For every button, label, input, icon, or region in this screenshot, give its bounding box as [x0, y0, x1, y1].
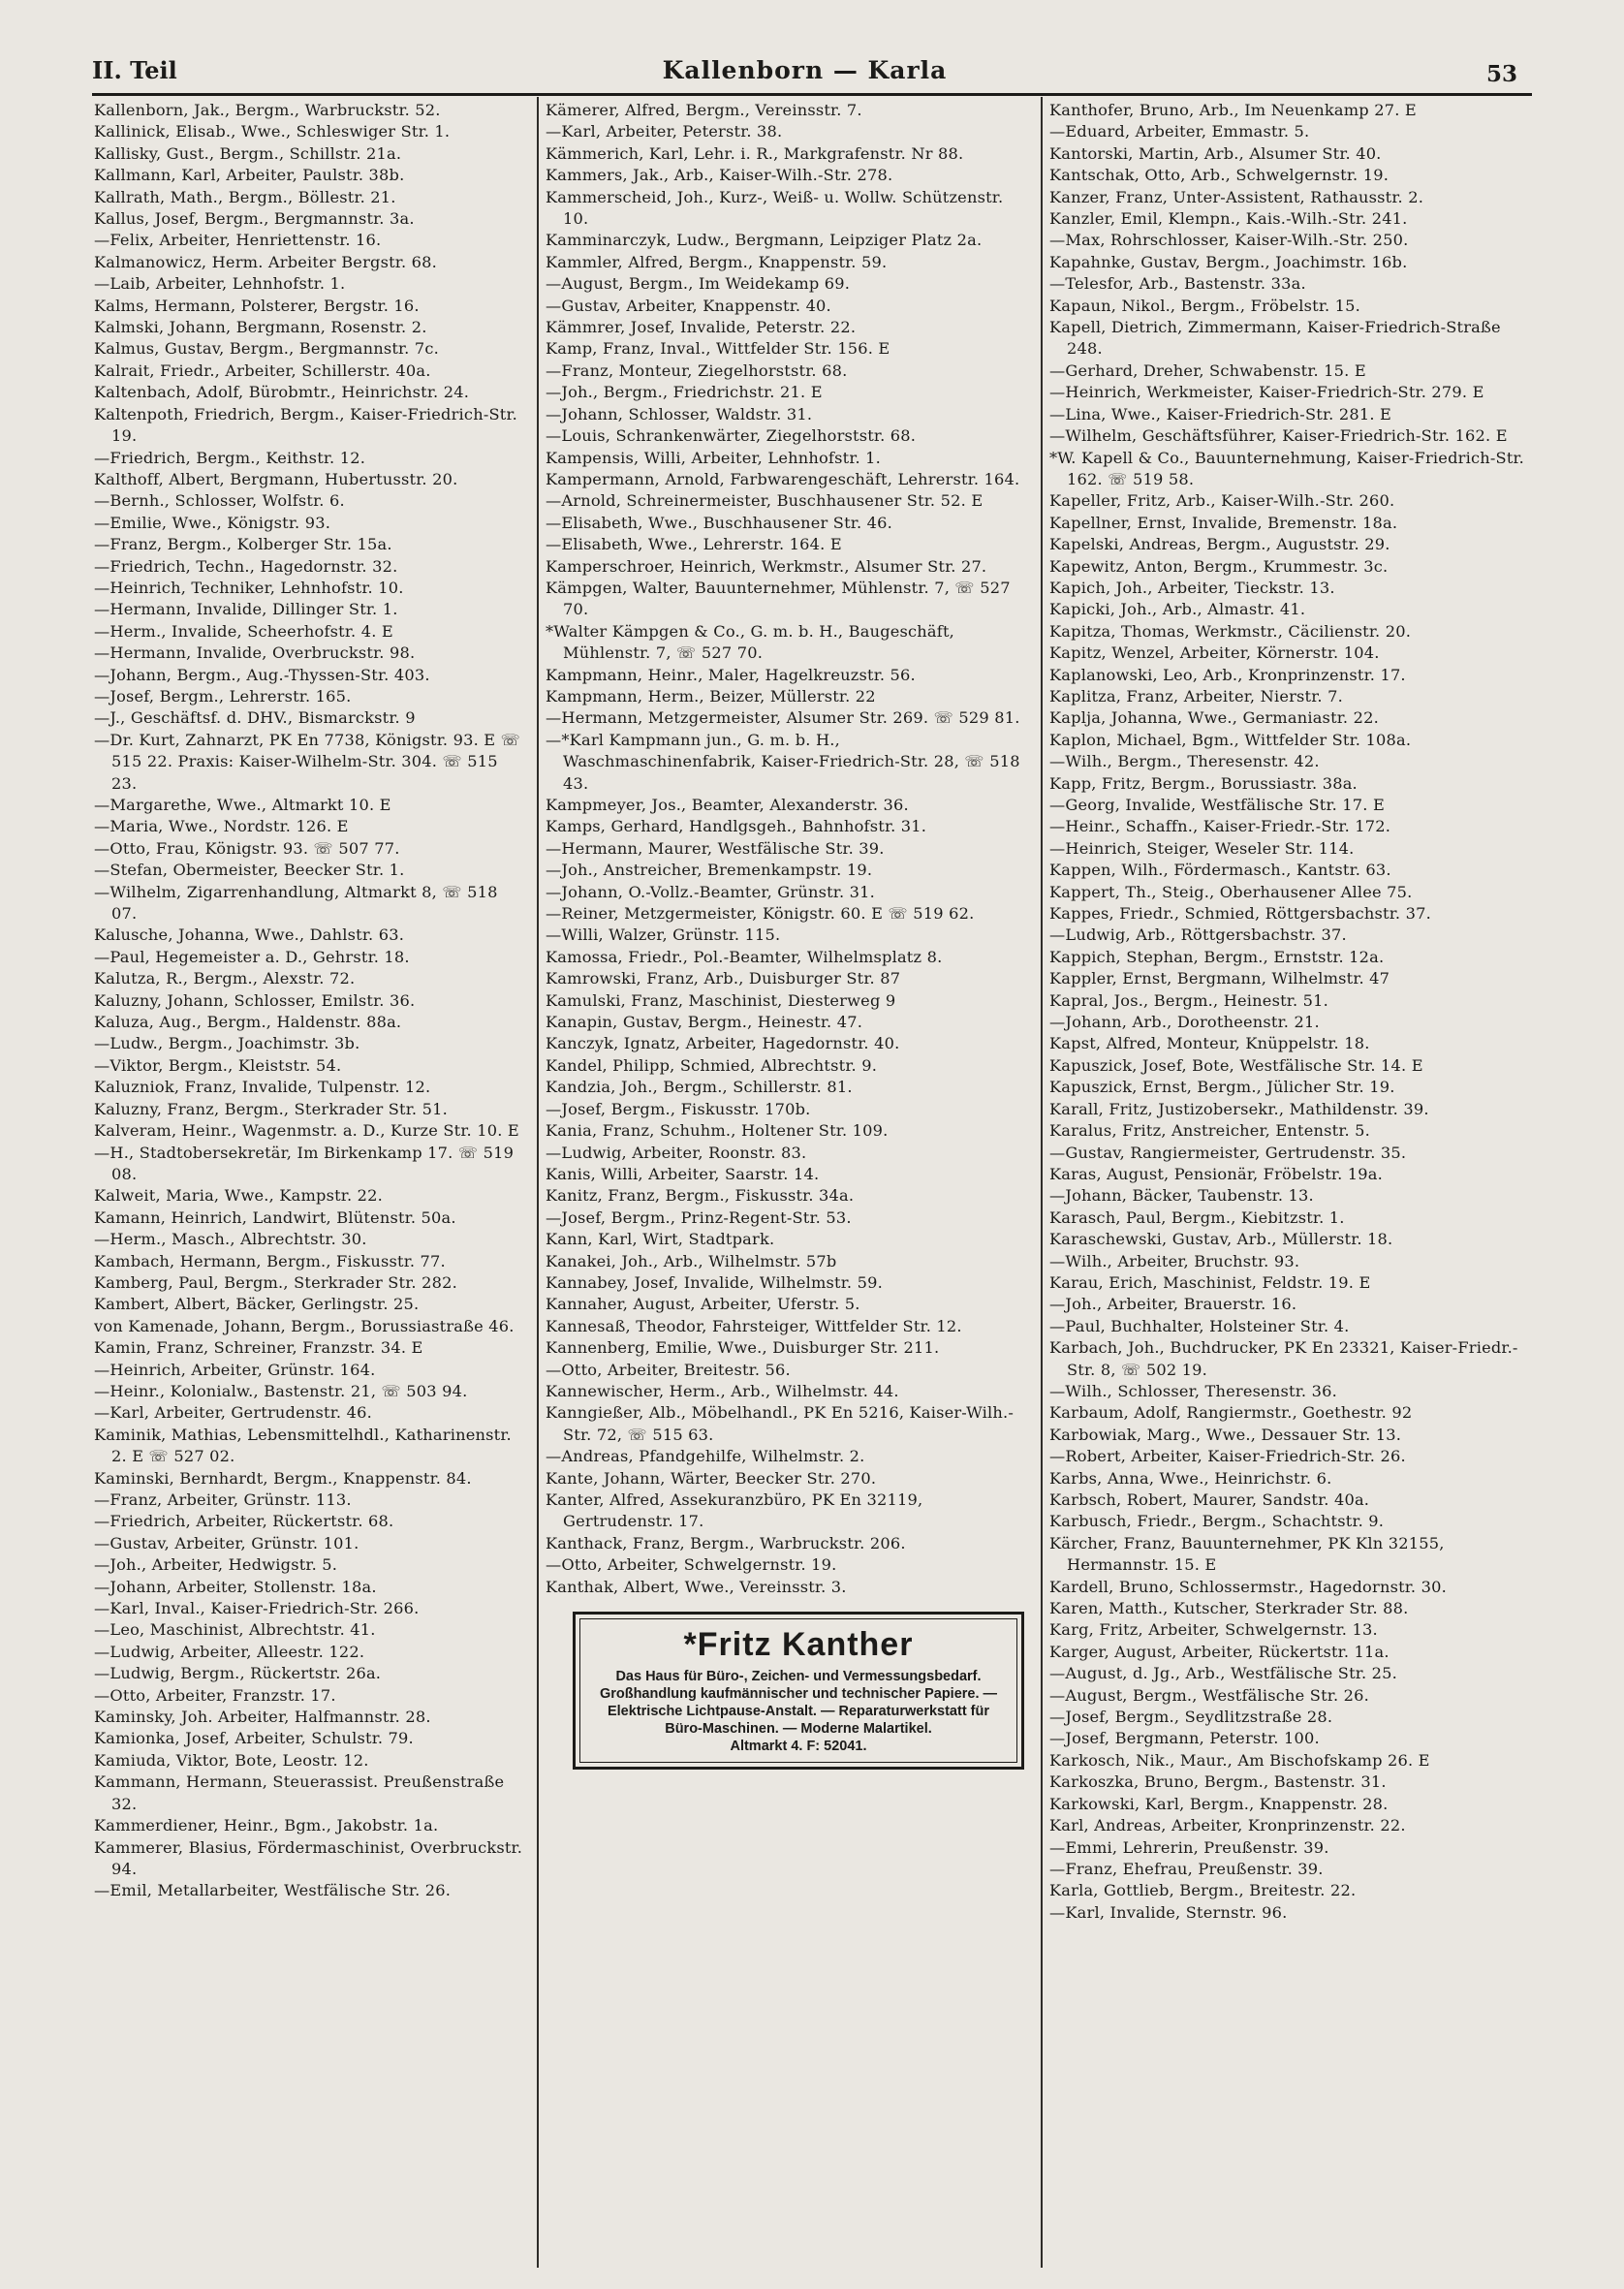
directory-entry: Kalmus, Gustav, Bergm., Bergmannstr. 7c.	[94, 339, 439, 359]
page-title: Kallenborn — Karla	[662, 56, 948, 84]
directory-entry: Kamann, Heinrich, Landwirt, Blütenstr. 50a.	[94, 1207, 456, 1227]
directory-entry: —Heinrich, Arbeiter, Grünstr. 164.	[94, 1360, 376, 1379]
directory-entry: —Johann, Arb., Dorotheenstr. 21.	[1049, 1013, 1320, 1032]
column-divider	[537, 97, 539, 2268]
directory-entry: Kammers, Jak., Arb., Kaiser-Wilh.-Str. 278.	[546, 166, 893, 185]
column-3	[1049, 100, 1534, 1924]
directory-entry: *W. Kapell & Co., Bauunternehmung, Kaiser-Friedrich-Str. 162. ☏ 519 58.	[1049, 448, 1525, 488]
directory-entry: Kalthoff, Albert, Bergmann, Hubertusstr. 20.	[94, 469, 458, 488]
directory-entry: Kaplanowski, Leo, Arb., Kronprinzenstr. 17.	[1049, 665, 1406, 684]
directory-entry: Kamionka, Josef, Arbeiter, Schulstr. 79.	[94, 1729, 414, 1748]
directory-entry: —Josef, Bergm., Lehrerstr. 165.	[94, 686, 352, 706]
directory-entry: Kalweit, Maria, Wwe., Kampstr. 22.	[94, 1186, 383, 1206]
directory-entry: —Wilh., Bergm., Theresenstr. 42.	[1049, 752, 1320, 771]
directory-entry: Kaluzny, Franz, Bergm., Sterkrader Str. 51.	[94, 1099, 448, 1118]
directory-entry: Kämpgen, Walter, Bauunternehmer, Mühlenstr. 7, ☏ 527 70.	[546, 578, 1011, 619]
directory-entry: Kapellner, Ernst, Invalide, Bremenstr. 18a.	[1049, 513, 1398, 532]
directory-entry: Kaplja, Johanna, Wwe., Germaniastr. 22.	[1049, 708, 1379, 728]
directory-entry: —Otto, Frau, Königstr. 93. ☏ 507 77.	[94, 838, 400, 858]
directory-entry: Karbach, Joh., Buchdrucker, PK En 23321, Kaiser-Friedr.-Str. 8, ☏ 502 19.	[1049, 1338, 1518, 1379]
directory-entry: Karkowski, Karl, Bergm., Knappenstr. 28.	[1049, 1794, 1389, 1813]
directory-entry: Kallmann, Karl, Arbeiter, Paulstr. 38b.	[94, 166, 405, 185]
directory-entry: Kaminski, Bernhardt, Bergm., Knappenstr. 84.	[94, 1468, 472, 1488]
directory-entry: Kämmerich, Karl, Lehr. i. R., Markgrafenstr. Nr 88.	[546, 143, 964, 163]
directory-entry: Kamiuda, Viktor, Bote, Leostr. 12.	[94, 1750, 369, 1770]
directory-entry: Kammerscheid, Joh., Kurz-, Weiß- u. Wollw. Schützenstr. 10.	[546, 187, 1004, 229]
directory-entry: Kaluzniok, Franz, Invalide, Tulpenstr. 12.	[94, 1078, 431, 1097]
directory-entry: —Johann, Schlosser, Waldstr. 31.	[546, 404, 813, 423]
directory-entry: Kampmeyer, Jos., Beamter, Alexanderstr. 36.	[546, 796, 909, 814]
directory-entry: Kannesaß, Theodor, Fahrsteiger, Wittfelder Str. 12.	[546, 1316, 962, 1335]
directory-entry: Kämmrer, Josef, Invalide, Peterstr. 22.	[546, 318, 857, 337]
directory-entry: —Heinr., Schaffn., Kaiser-Friedr.-Str. 172.	[1049, 817, 1391, 836]
directory-entry: Kalmanowicz, Herm. Arbeiter Bergstr. 68.	[94, 252, 437, 271]
directory-entry: Kapicki, Joh., Arb., Almastr. 41.	[1049, 600, 1306, 619]
directory-entry: —Telesfor, Arb., Bastenstr. 33a.	[1049, 274, 1306, 294]
directory-entry: Kapeller, Fritz, Arb., Kaiser-Wilh.-Str. 260.	[1049, 491, 1395, 511]
directory-entry: —Hermann, Maurer, Westfälische Str. 39.	[546, 838, 885, 858]
directory-entry: Karaschewski, Gustav, Arb., Müllerstr. 18.	[1049, 1230, 1393, 1249]
directory-entry: Kapich, Joh., Arbeiter, Tieckstr. 13.	[1049, 578, 1335, 597]
directory-entry: —Paul, Hegemeister a. D., Gehrstr. 18.	[94, 947, 410, 966]
directory-entry: —Leo, Maschinist, Albrechtstr. 41.	[94, 1620, 376, 1640]
directory-entry: —Joh., Arbeiter, Brauerstr. 16.	[1049, 1295, 1297, 1314]
directory-entry: Kannewischer, Herm., Arb., Wilhelmstr. 44.	[546, 1381, 899, 1400]
directory-entry: —Karl, Inval., Kaiser-Friedrich-Str. 266.	[94, 1599, 420, 1618]
directory-entry: Kandzia, Joh., Bergm., Schillerstr. 81.	[546, 1078, 853, 1097]
directory-entry: —Wilh., Arbeiter, Bruchstr. 93.	[1049, 1251, 1300, 1270]
directory-entry: Kapuszick, Ernst, Bergm., Jülicher Str. 19.	[1049, 1078, 1395, 1097]
directory-entry: Karkosch, Nik., Maur., Am Bischofskamp 26. E	[1049, 1750, 1430, 1770]
directory-entry: —Gustav, Arbeiter, Knappenstr. 40.	[546, 296, 831, 315]
directory-entry: Kanzer, Franz, Unter-Assistent, Rathausstr. 2.	[1049, 187, 1424, 206]
directory-entry: Kapitz, Wenzel, Arbeiter, Körnerstr. 104.	[1049, 643, 1380, 663]
directory-entry: Kamps, Gerhard, Handlgsgeh., Bahnhofstr. 31.	[546, 817, 927, 836]
page-number: 53	[1485, 61, 1517, 87]
directory-entry: Karbsch, Robert, Maurer, Sandstr. 40a.	[1049, 1490, 1370, 1509]
directory-entry: —Franz, Bergm., Kolberger Str. 15a.	[94, 535, 392, 554]
directory-entry: —Max, Rohrschlosser, Kaiser-Wilh.-Str. 250.	[1049, 231, 1409, 250]
directory-entry: —Ludwig, Arb., Röttgersbachstr. 37.	[1049, 925, 1347, 945]
column-2-entries	[546, 100, 1032, 1598]
directory-entry: —Emmi, Lehrerin, Preußenstr. 39.	[1049, 1837, 1329, 1857]
directory-entry: Karkoszka, Bruno, Bergm., Bastenstr. 31.	[1049, 1772, 1387, 1792]
ad-line: Altmarkt 4. F: 52041.	[730, 1739, 867, 1755]
directory-entry: —*Karl Kampmann jun., G. m. b. H., Waschmaschinenfabrik, Kaiser-Friedrich-Str. 28, ☏ 518 43.	[546, 730, 1020, 793]
directory-entry: —H., Stadtobersekretär, Im Birkenkamp 17. ☏ 519 08.	[94, 1143, 515, 1183]
directory-entry: —Franz, Ehefrau, Preußenstr. 39.	[1049, 1859, 1324, 1878]
directory-entry: Karbaum, Adolf, Rangiermstr., Goethestr. 92	[1049, 1403, 1413, 1423]
directory-entry: —Joh., Bergm., Friedrichstr. 21. E	[546, 383, 823, 402]
directory-entry: Karla, Gottlieb, Bergm., Breitestr. 22.	[1049, 1881, 1357, 1900]
directory-entry: Karg, Fritz, Arbeiter, Schwelgernstr. 13.	[1049, 1620, 1378, 1640]
directory-entry: —Herm., Invalide, Scheerhofstr. 4. E	[94, 621, 393, 641]
directory-entry: Karasch, Paul, Bergm., Kiebitzstr. 1.	[1049, 1207, 1345, 1227]
directory-entry: Kamossa, Friedr., Pol.-Beamter, Wilhelmsplatz 8.	[546, 947, 943, 966]
directory-entry: Kapell, Dietrich, Zimmermann, Kaiser-Friedrich-Straße 248.	[1049, 318, 1501, 359]
directory-entry: Kalveram, Heinr., Wagenmstr. a. D., Kurze Str. 10. E	[94, 1121, 519, 1141]
directory-entry: —Friedrich, Arbeiter, Rückertstr. 68.	[94, 1512, 394, 1531]
directory-entry: —Heinrich, Werkmeister, Kaiser-Friedrich-Str. 279. E	[1049, 383, 1484, 402]
directory-entry: —Robert, Arbeiter, Kaiser-Friedrich-Str. 26.	[1049, 1447, 1406, 1466]
directory-entry: —Friedrich, Bergm., Keithstr. 12.	[94, 448, 366, 467]
directory-entry: Karbusch, Friedr., Bergm., Schachtstr. 9.	[1049, 1512, 1385, 1531]
directory-entry: Kallinick, Elisab., Wwe., Schleswiger Str. 1.	[94, 122, 451, 141]
directory-entry: —Emilie, Wwe., Königstr. 93.	[94, 513, 331, 532]
directory-entry: Kamperschroer, Heinrich, Werkmstr., Alsumer Str. 27.	[546, 556, 987, 576]
part-label: II. Teil	[92, 56, 177, 84]
directory-entry: Kampensis, Willi, Arbeiter, Lehnhofstr. 1.	[546, 448, 882, 467]
page-header	[92, 56, 1517, 91]
directory-entry: —Lina, Wwe., Kaiser-Friedrich-Str. 281. E	[1049, 404, 1392, 423]
directory-entry: Kannenberg, Emilie, Wwe., Duisburger Str. 211.	[546, 1338, 940, 1358]
directory-entry: —Ludw., Bergm., Joachimstr. 3b.	[94, 1034, 360, 1053]
directory-entry: —Reiner, Metzgermeister, Königstr. 60. E ☏ 519 62.	[546, 904, 975, 924]
ad-title: *Fritz Kanther	[683, 1626, 914, 1664]
directory-entry: —Andreas, Pfandgehilfe, Wilhelmstr. 2.	[546, 1447, 865, 1466]
directory-entry: Kämerer, Alfred, Bergm., Vereinsstr. 7.	[546, 101, 862, 119]
directory-entry: Kappich, Stephan, Bergm., Ernststr. 12a.	[1049, 947, 1385, 966]
directory-entry: *Walter Kämpgen & Co., G. m. b. H., Baugeschäft, Mühlenstr. 7, ☏ 527 70.	[546, 621, 955, 663]
directory-entry: Kamp, Franz, Inval., Wittfelder Str. 156. E	[546, 339, 890, 359]
directory-entry: Karger, August, Arbeiter, Rückertstr. 11a.	[1049, 1642, 1390, 1661]
directory-entry: —Friedrich, Techn., Hagedornstr. 32.	[94, 556, 398, 576]
header-rule	[92, 93, 1532, 96]
directory-entry: —Ludwig, Bergm., Rückertstr. 26a.	[94, 1664, 382, 1683]
directory-entry: —Ludwig, Arbeiter, Roonstr. 83.	[546, 1143, 807, 1162]
directory-entry: —Bernh., Schlosser, Wolfstr. 6.	[94, 491, 345, 511]
directory-entry: —Wilhelm, Zigarrenhandlung, Altmarkt 8, ☏ 518 07.	[94, 882, 498, 924]
directory-entry: Kann, Karl, Wirt, Stadtpark.	[546, 1230, 775, 1249]
directory-entry: von Kamenade, Johann, Bergm., Borussiastraße 46.	[94, 1316, 515, 1335]
ad-line: Großhandlung kaufmännischer und technischer Papiere. — Elektrische Lichtpause-Anstalt. — Reparaturwerkstatt für Büro-Maschinen. — Moderne Malartikel.	[599, 1686, 998, 1738]
directory-entry: Kallrath, Math., Bergm., Böllestr. 21.	[94, 187, 396, 206]
directory-entry: —Paul, Buchhalter, Holsteiner Str. 4.	[1049, 1316, 1350, 1335]
directory-entry: —Josef, Bergmann, Peterstr. 100.	[1049, 1729, 1320, 1748]
directory-entry: —August, d. Jg., Arb., Westfälische Str. 25.	[1049, 1664, 1397, 1683]
directory-entry: —Hermann, Metzgermeister, Alsumer Str. 269. ☏ 529 81.	[546, 708, 1020, 728]
directory-entry: Kanitz, Franz, Bergm., Fiskusstr. 34a.	[546, 1186, 855, 1206]
directory-entry: Kanapin, Gustav, Bergm., Heinestr. 47.	[546, 1013, 863, 1032]
directory-entry: —Laib, Arbeiter, Lehnhofstr. 1.	[94, 274, 346, 294]
directory-entry: Karau, Erich, Maschinist, Feldstr. 19. E	[1049, 1272, 1371, 1292]
directory-entry: Kamberg, Paul, Bergm., Sterkrader Str. 282.	[94, 1272, 457, 1292]
directory-entry: —Franz, Arbeiter, Grünstr. 113.	[94, 1490, 352, 1509]
ad-line: Das Haus für Büro-, Zeichen- und Vermessungsbedarf.	[615, 1669, 982, 1685]
directory-entry: —Gustav, Arbeiter, Grünstr. 101.	[94, 1533, 359, 1552]
directory-entry: Kappler, Ernst, Bergmann, Wilhelmstr. 47	[1049, 969, 1390, 988]
directory-entry: Kambert, Albert, Bäcker, Gerlingstr. 25.	[94, 1295, 420, 1314]
directory-entry: —Wilh., Schlosser, Theresenstr. 36.	[1049, 1381, 1337, 1400]
directory-entry: Kapaun, Nikol., Bergm., Fröbelstr. 15.	[1049, 296, 1361, 315]
directory-entry: Kanczyk, Ignatz, Arbeiter, Hagedornstr. 40.	[546, 1034, 900, 1053]
directory-entry: Kantorski, Martin, Arb., Alsumer Str. 40.	[1049, 143, 1382, 163]
directory-entry: —Johann, Arbeiter, Stollenstr. 18a.	[94, 1577, 377, 1596]
directory-entry: Kaluzny, Johann, Schlosser, Emilstr. 36.	[94, 990, 416, 1010]
directory-entry: Kammann, Hermann, Steuerassist. Preußenstraße 32.	[94, 1772, 505, 1813]
directory-entry: Kaplon, Michael, Bgm., Wittfelder Str. 108a.	[1049, 730, 1412, 749]
directory-entry: Karl, Andreas, Arbeiter, Kronprinzenstr. 22.	[1049, 1816, 1406, 1835]
directory-entry: —Maria, Wwe., Nordstr. 126. E	[94, 817, 349, 836]
directory-entry: Kaminsky, Joh. Arbeiter, Halfmannstr. 28.	[94, 1708, 431, 1727]
directory-entry: Kampermann, Arnold, Farbwarengeschäft, Lehrerstr. 164.	[546, 469, 1020, 488]
directory-entry: —Felix, Arbeiter, Henriettenstr. 16.	[94, 231, 382, 250]
directory-entry: Kapitza, Thomas, Werkmstr., Cäcilienstr. 20.	[1049, 621, 1412, 641]
directory-entry: Kapuszick, Josef, Bote, Westfälische Str. 14. E	[1049, 1055, 1423, 1075]
directory-entry: Kappert, Th., Steig., Oberhausener Allee 75.	[1049, 882, 1413, 901]
directory-entry: Kaltenpoth, Friedrich, Bergm., Kaiser-Friedrich-Str. 19.	[94, 404, 517, 446]
directory-entry: Karalus, Fritz, Anstreicher, Entenstr. 5.	[1049, 1121, 1371, 1141]
column-2	[546, 100, 1032, 1779]
column-divider	[1041, 97, 1043, 2268]
directory-entry: Kanngießer, Alb., Möbelhandl., PK En 5216, Kaiser-Wilh.-Str. 72, ☏ 515 63.	[546, 1403, 1015, 1444]
directory-entry: Kandel, Philipp, Schmied, Albrechtstr. 9.	[546, 1055, 878, 1075]
directory-entry: Kanakei, Joh., Arb., Wilhelmstr. 57b	[546, 1251, 837, 1270]
directory-entry: —Willi, Walzer, Grünstr. 115.	[546, 925, 781, 945]
directory-entry: Kaplitza, Franz, Arbeiter, Nierstr. 7.	[1049, 686, 1343, 706]
directory-entry: Kanis, Willi, Arbeiter, Saarstr. 14.	[546, 1164, 820, 1183]
directory-entry: Karas, August, Pensionär, Fröbelstr. 19a.	[1049, 1164, 1383, 1183]
directory-entry: —Louis, Schrankenwärter, Ziegelhorststr. 68.	[546, 426, 917, 446]
directory-entry: Kanthack, Franz, Bergm., Warbruckstr. 206.	[546, 1533, 906, 1552]
directory-entry: —Hermann, Invalide, Overbruckstr. 98.	[94, 643, 416, 663]
directory-entry: Kalusche, Johanna, Wwe., Dahlstr. 63.	[94, 925, 405, 945]
directory-entry: —Johann, Bäcker, Taubenstr. 13.	[1049, 1186, 1314, 1206]
directory-entry: —Karl, Arbeiter, Peterstr. 38.	[546, 122, 783, 141]
directory-entry: —Margarethe, Wwe., Altmarkt 10. E	[94, 796, 391, 814]
directory-entry: —Gerhard, Dreher, Schwabenstr. 15. E	[1049, 361, 1366, 380]
directory-entry: Kammerdiener, Heinr., Bgm., Jakobstr. 1a.	[94, 1816, 439, 1835]
directory-entry: —Otto, Arbeiter, Franzstr. 17.	[94, 1685, 336, 1705]
directory-entry: —J., Geschäftsf. d. DHV., Bismarckstr. 9	[94, 708, 416, 728]
directory-entry: —Karl, Arbeiter, Gertrudenstr. 46.	[94, 1403, 372, 1423]
directory-entry: —Heinrich, Steiger, Weseler Str. 114.	[1049, 838, 1355, 858]
directory-entry: Karbs, Anna, Wwe., Heinrichstr. 6.	[1049, 1468, 1332, 1488]
directory-entry: Kardell, Bruno, Schlossermstr., Hagedornstr. 30.	[1049, 1577, 1447, 1596]
directory-entry: Kalmski, Johann, Bergmann, Rosenstr. 2.	[94, 318, 427, 337]
directory-entry: Kamminarczyk, Ludw., Bergmann, Leipziger Platz 2a.	[546, 231, 983, 250]
directory-entry: Kampmann, Herm., Beizer, Müllerstr. 22	[546, 686, 876, 706]
directory-entry: —Elisabeth, Wwe., Buschhausener Str. 46.	[546, 513, 892, 532]
directory-entry: Kärcher, Franz, Bauunternehmer, PK Kln 32155, Hermannstr. 15. E	[1049, 1533, 1445, 1575]
directory-entry: Kapahnke, Gustav, Bergm., Joachimstr. 16b.	[1049, 252, 1408, 271]
directory-entry: —Franz, Monteur, Ziegelhorststr. 68.	[546, 361, 848, 380]
directory-entry: —Herm., Masch., Albrechtstr. 30.	[94, 1230, 367, 1249]
directory-entry: —Hermann, Invalide, Dillinger Str. 1.	[94, 600, 398, 619]
directory-entry: Karen, Matth., Kutscher, Sterkrader Str. 88.	[1049, 1599, 1409, 1618]
directory-entry: Kamin, Franz, Schreiner, Franzstr. 34. E	[94, 1338, 423, 1358]
directory-entry: Kappes, Friedr., Schmied, Röttgersbachstr. 37.	[1049, 904, 1431, 924]
directory-entry: —Emil, Metallarbeiter, Westfälische Str. 26.	[94, 1881, 452, 1900]
directory-entry: Kapral, Jos., Bergm., Heinestr. 51.	[1049, 990, 1328, 1010]
directory-entry: Kalrait, Friedr., Arbeiter, Schillerstr. 40a.	[94, 361, 431, 380]
directory-entry: Kanter, Alfred, Assekuranzbüro, PK En 32119, Gertrudenstr. 17.	[546, 1490, 923, 1531]
directory-entry: —August, Bergm., Im Weidekamp 69.	[546, 274, 851, 294]
directory-entry: Kallus, Josef, Bergm., Bergmannstr. 3a.	[94, 209, 415, 229]
directory-entry: —Otto, Arbeiter, Schwelgernstr. 19.	[546, 1555, 837, 1575]
directory-entry: Kaluza, Aug., Bergm., Haldenstr. 88a.	[94, 1013, 402, 1032]
directory-entry: Kaltenbach, Adolf, Bürobmtr., Heinrichstr. 24.	[94, 383, 470, 402]
directory-entry: Kallenborn, Jak., Bergm., Warbruckstr. 52.	[94, 101, 441, 119]
directory-entry: —Karl, Invalide, Sternstr. 96.	[1049, 1902, 1288, 1922]
directory-entry: —Josef, Bergm., Prinz-Regent-Str. 53.	[546, 1207, 852, 1227]
directory-entry: —Arnold, Schreinermeister, Buschhausener Str. 52. E	[546, 491, 984, 511]
directory-entry: —Josef, Bergm., Fiskusstr. 170b.	[546, 1099, 811, 1118]
directory-entry: Kantschak, Otto, Arb., Schwelgernstr. 19.	[1049, 166, 1390, 185]
directory-entry: —Dr. Kurt, Zahnarzt, PK En 7738, Königstr. 93. E ☏ 515 22. Praxis: Kaiser-Wilhelm-Str. 304. ☏ 515 23.	[94, 730, 521, 793]
directory-entry: Kanthak, Albert, Wwe., Vereinsstr. 3.	[546, 1577, 847, 1596]
directory-entry: Kapelski, Andreas, Bergm., Auguststr. 29.	[1049, 535, 1390, 554]
directory-entry: Kamulski, Franz, Maschinist, Diesterweg 9	[546, 990, 896, 1010]
directory-entry: Kapewitz, Anton, Bergm., Krummestr. 3c.	[1049, 556, 1389, 576]
directory-entry: Kammerer, Blasius, Fördermaschinist, Overbruckstr. 94.	[94, 1837, 523, 1878]
directory-entry: —Joh., Arbeiter, Hedwigstr. 5.	[94, 1555, 338, 1575]
directory-entry: Kannaher, August, Arbeiter, Uferstr. 5.	[546, 1295, 860, 1314]
directory-entry: —Stefan, Obermeister, Beecker Str. 1.	[94, 861, 405, 880]
directory-entry: Kannabey, Josef, Invalide, Wilhelmstr. 59.	[546, 1272, 883, 1292]
directory-entry: —Wilhelm, Geschäftsführer, Kaiser-Friedrich-Str. 162. E	[1049, 426, 1508, 446]
directory-entry: —Otto, Arbeiter, Breitestr. 56.	[546, 1360, 791, 1379]
directory-entry: —Eduard, Arbeiter, Emmastr. 5.	[1049, 122, 1310, 141]
directory-entry: Kamrowski, Franz, Arb., Duisburger Str. 87	[546, 969, 901, 988]
directory-entry: Kaminik, Mathias, Lebensmittelhdl., Katharinenstr. 2. E ☏ 527 02.	[94, 1425, 512, 1466]
directory-entry: —Heinrich, Techniker, Lehnhofstr. 10.	[94, 578, 404, 597]
directory-entry: Kanthofer, Bruno, Arb., Im Neuenkamp 27. E	[1049, 101, 1417, 119]
directory-entry: Kalms, Hermann, Polsterer, Bergstr. 16.	[94, 296, 420, 315]
directory-entry: Karall, Fritz, Justizobersekr., Mathildenstr. 39.	[1049, 1099, 1429, 1118]
advertisement-box	[573, 1612, 1024, 1770]
directory-entry: Kappen, Wilh., Fördermasch., Kantstr. 63.	[1049, 861, 1391, 880]
directory-entry: —Ludwig, Arbeiter, Alleestr. 122.	[94, 1642, 365, 1661]
directory-entry: Kapst, Alfred, Monteur, Knüppelstr. 18.	[1049, 1034, 1370, 1053]
directory-entry: Kante, Johann, Wärter, Beecker Str. 270.	[546, 1468, 877, 1488]
directory-entry: Karbowiak, Marg., Wwe., Dessauer Str. 13.	[1049, 1425, 1402, 1444]
directory-entry: —Josef, Bergm., Seydlitzstraße 28.	[1049, 1708, 1333, 1727]
directory-entry: —Johann, O.-Vollz.-Beamter, Grünstr. 31.	[546, 882, 875, 901]
directory-entry: Kanzler, Emil, Klempn., Kais.-Wilh.-Str. 241.	[1049, 209, 1408, 229]
directory-entry: —Joh., Anstreicher, Bremenkampstr. 19.	[546, 861, 873, 880]
directory-entry: Kallisky, Gust., Bergm., Schillstr. 21a.	[94, 143, 402, 163]
directory-entry: —Georg, Invalide, Westfälische Str. 17. E	[1049, 796, 1386, 814]
directory-entry: Kampmann, Heinr., Maler, Hagelkreuzstr. 56.	[546, 665, 916, 684]
directory-entry: —Johann, Bergm., Aug.-Thyssen-Str. 403.	[94, 665, 430, 684]
directory-entry: Kammler, Alfred, Bergm., Knappenstr. 59.	[546, 252, 888, 271]
directory-entry: —Elisabeth, Wwe., Lehrerstr. 164. E	[546, 535, 842, 554]
column-1	[94, 100, 528, 1902]
directory-entry: —Heinr., Kolonialw., Bastenstr. 21, ☏ 503 94.	[94, 1381, 468, 1400]
directory-entry: Kania, Franz, Schuhm., Holtener Str. 109.	[546, 1121, 889, 1141]
directory-entry: —Viktor, Bergm., Kleiststr. 54.	[94, 1055, 342, 1075]
directory-entry: Kapp, Fritz, Bergm., Borussiastr. 38a.	[1049, 773, 1358, 793]
directory-entry: —August, Bergm., Westfälische Str. 26.	[1049, 1685, 1369, 1705]
directory-entry: Kalutza, R., Bergm., Alexstr. 72.	[94, 969, 356, 988]
directory-entry: Kambach, Hermann, Bergm., Fiskusstr. 77.	[94, 1251, 446, 1270]
directory-entry: —Gustav, Rangiermeister, Gertrudenstr. 35.	[1049, 1143, 1407, 1162]
